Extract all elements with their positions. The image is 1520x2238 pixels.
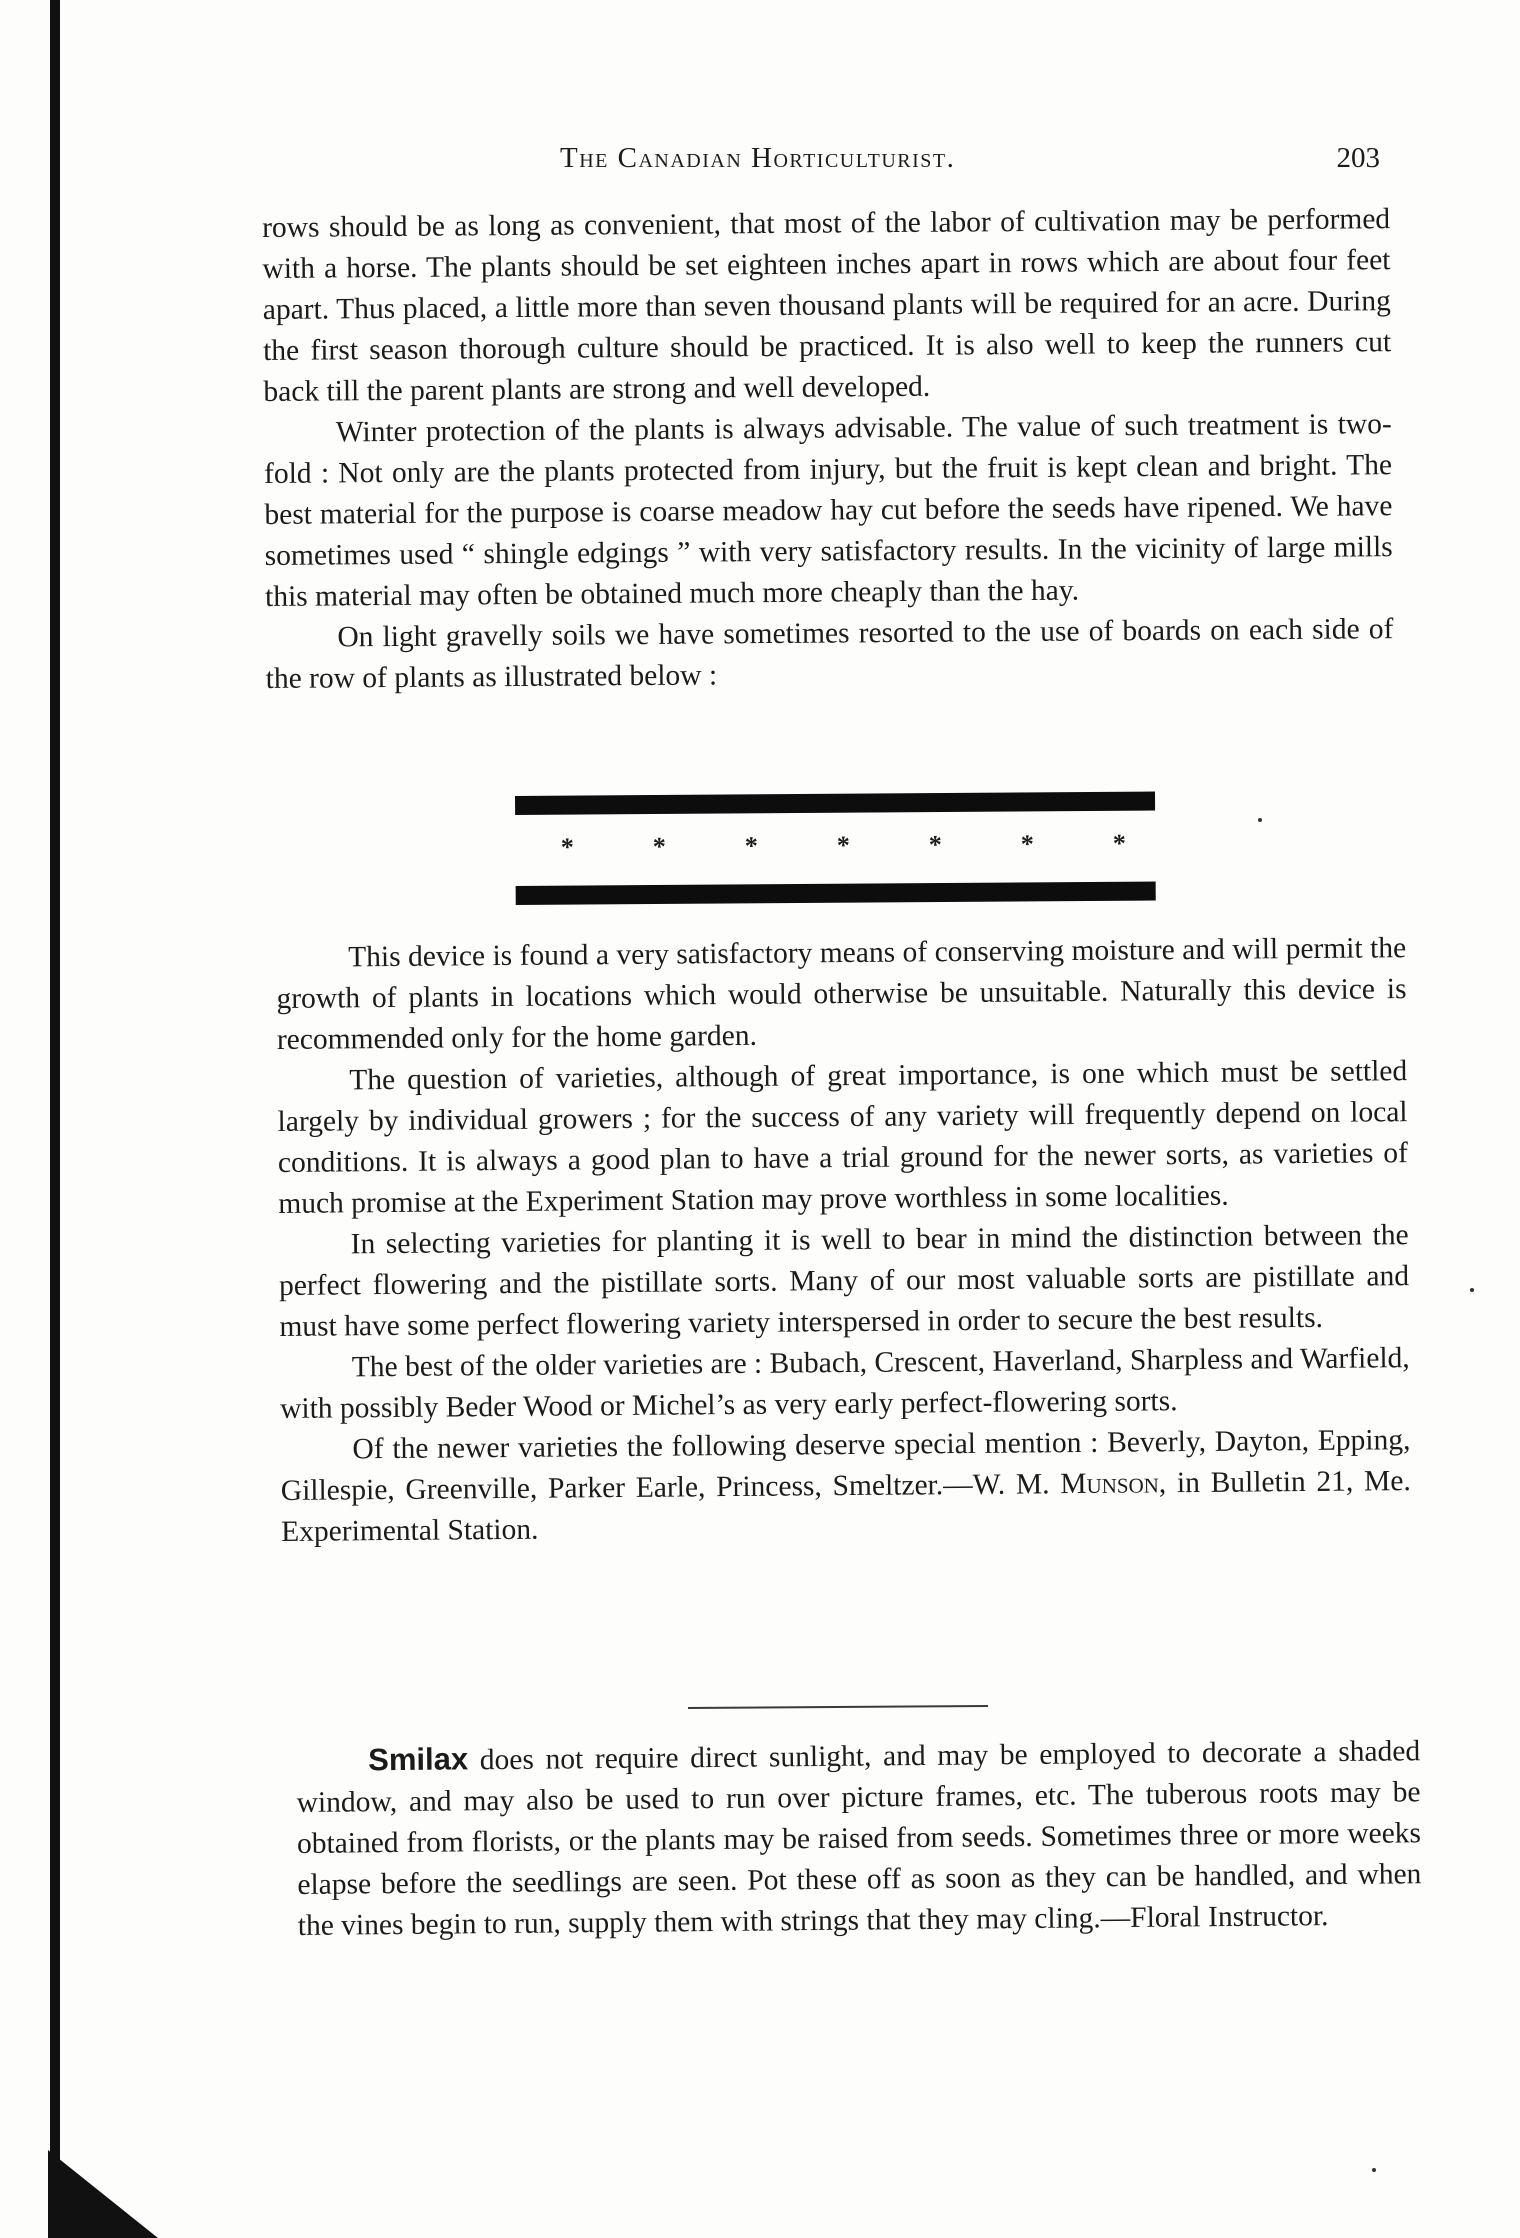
scan-speck [1258, 818, 1262, 822]
newer-varieties-text: Of the newer varieties the following deserve special mention : Beverly, Dayton, Epping, Gillespie, Greenville, Parker Earle, Princess, Smeltzer.—W. M. [280, 1424, 1411, 1507]
board-upper [515, 792, 1155, 815]
plant-mark: * [744, 831, 758, 861]
paragraph-varieties-question: The question of varieties, although of great importance, is one which must be settled largely by individual growers ; for the success of any variety will frequently depend on local conditions. It is always a good plan to have a trial ground for the newer sorts, as varieties of much promise at the Experiment Station may prove worthless in some localities. [277, 1055, 1409, 1220]
paragraph-older-varieties: The best of the older varieties are : Bubach, Crescent, Haverland, Sharpless and Warfield, with possibly Beder Wood or Michel’s as very early perfect-flowering sorts. [279, 1342, 1410, 1425]
plant-mark: * [1112, 828, 1126, 858]
plant-mark: * [1020, 829, 1034, 859]
page-edge-corner [48, 2150, 158, 2238]
paragraph-selecting-varieties: In selecting varieties for planting it is well to bear in mind the distinction between the perfect flowering and the pistillate sorts. Many of our most valuable sorts are pistillate and must have some perfect flowering variety interspersed in order to secure the best results. [278, 1219, 1410, 1343]
smilax-text: does not require direct sunlight, and may be employed to decorate a shaded window, and may also be used to run over picture frames, etc. The tuberous roots may be obtained from florists, or the plants may be raised from seeds. Sometimes three or more weeks elapse before the seedlings are seen. Pot these off as soon as they can be handled, and when the vines begin to run, supply them with strings that they may cling.—Floral Instructor. [296, 1735, 1422, 1942]
article-text-bottom [276, 928, 1411, 1553]
boards-illustration [515, 792, 1156, 906]
paragraph-device: This device is found a very satisfactory means of conserving moisture and will permit the growth of plants in locations which would otherwise be unsuitable. Naturally this device is recommended only for the home garden. [276, 932, 1407, 1056]
running-header [260, 142, 1380, 182]
plant-mark: * [928, 830, 942, 860]
paragraph-smilax [296, 1729, 1422, 1947]
section-divider [688, 1705, 988, 1709]
plant-mark: * [836, 830, 850, 860]
scan-speck [1372, 2168, 1376, 2172]
page-number: 203 [1336, 142, 1380, 174]
page-edge-shadow [50, 0, 60, 2238]
paragraph-winter-protection: Winter protection of the plants is always advisable. The value of such treatment is two-fold : Not only are the plants protected from injury, but the fruit is kept clean and bright. The best material for the purpose is coarse meadow hay cut before the seeds have ripened. We have sometimes used “ shingle edgings ” with very satisfactory results. In the vicinity of large mills this material may often be obtained much more cheaply than the hay. [263, 408, 1393, 613]
paragraph-boards-intro: On light gravelly soils we have sometimes resorted to the use of boards on each side of the row of plants as illustrated below : [265, 613, 1394, 695]
source-citation: , in Bulletin 21, Me. Experimental Station. [281, 1465, 1411, 1548]
board-lower [516, 882, 1156, 905]
paragraph-newer-varieties [280, 1420, 1411, 1553]
journal-title: The Canadian Horticulturist. [560, 142, 956, 174]
smilax-note [296, 1729, 1422, 1947]
article-text-top [262, 199, 1394, 700]
scan-speck [1470, 1288, 1474, 1292]
plant-mark: * [652, 831, 666, 862]
author-name: Munson [1060, 1467, 1159, 1501]
plant-mark: * [560, 832, 574, 862]
smilax-heading: Smilax [368, 1741, 469, 1778]
paragraph-cultivation: rows should be as long as convenient, that most of the labor of cultivation may be performed with a horse. The plants should be set eighteen inches apart in rows which are about four feet apart. Thus placed, a little more than seven thousand plants will be required for an acre. During the first season thorough culture should be practiced. It is also well to keep the runners cut back till the parent plants are strong and well developed. [262, 203, 1392, 408]
